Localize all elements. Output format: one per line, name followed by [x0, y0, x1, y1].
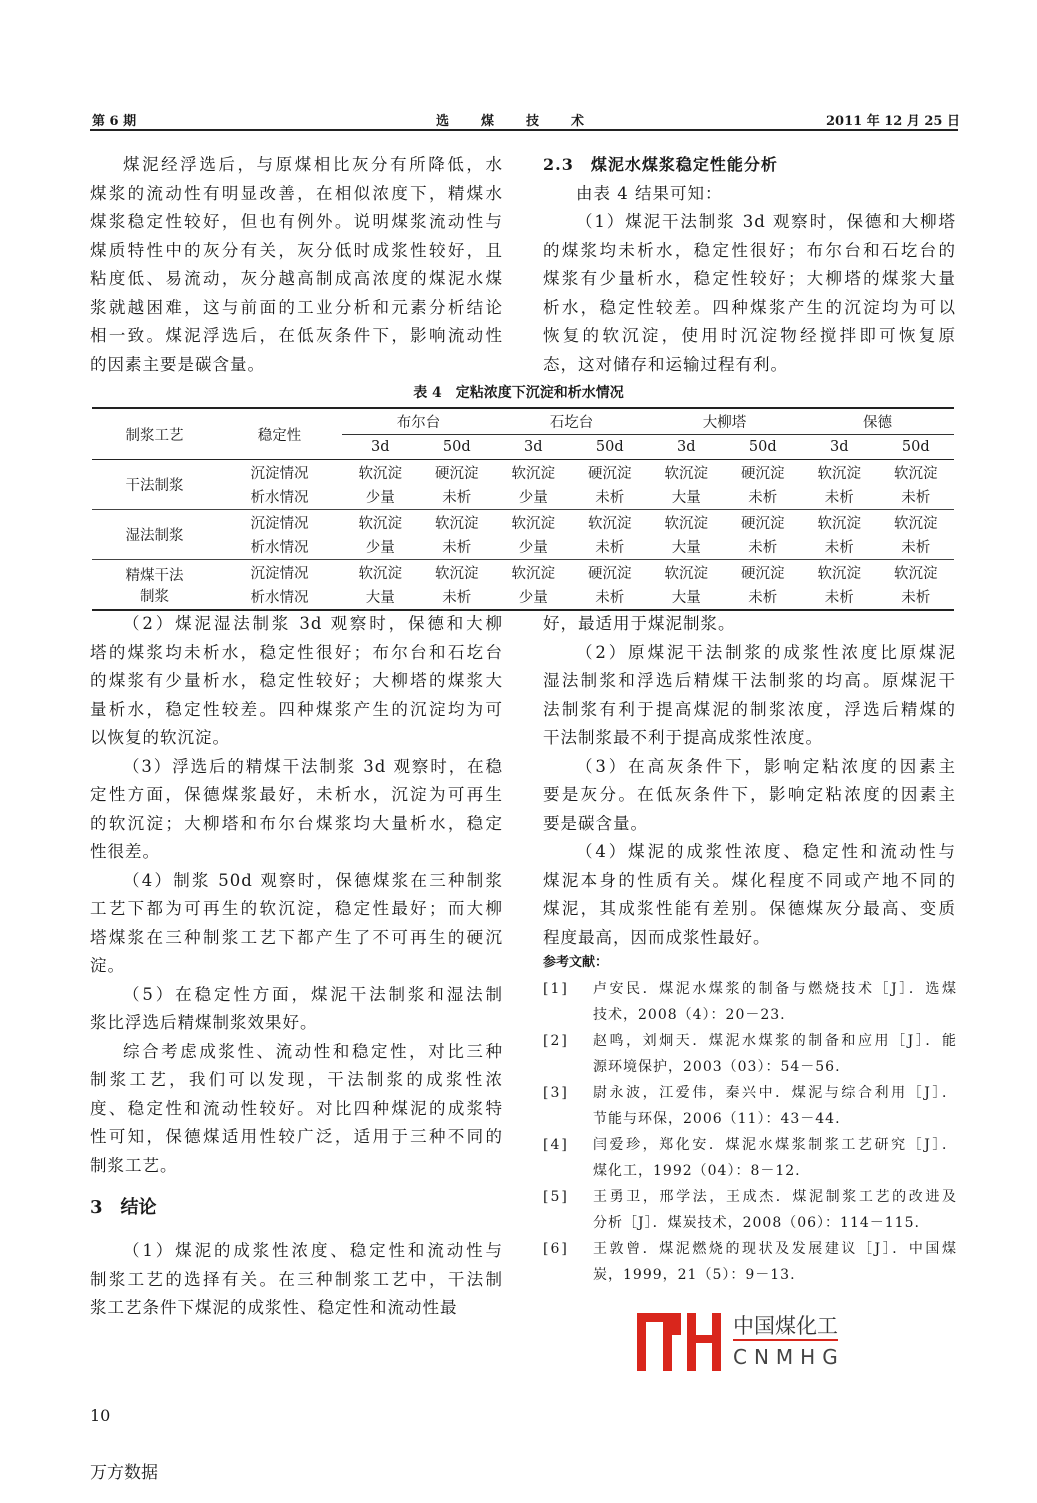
text-line: 的煤浆有少量析水，稳定性较好；大柳塔的煤浆大: [90, 671, 503, 690]
paragraph: [543, 753, 956, 839]
reference-number: [5]: [543, 1189, 569, 1205]
top-left-column: [90, 151, 503, 379]
table-cell: 少量: [518, 490, 548, 507]
table-cell: 未析: [901, 590, 931, 607]
text-line: 要是碳含量。: [543, 813, 648, 833]
header-period: 50d: [748, 438, 777, 455]
text-line: 由表 4 结果可知：: [576, 183, 723, 203]
reference-item: [543, 976, 957, 1028]
paragraph: [90, 610, 503, 753]
process-cell: 湿法制浆: [125, 528, 184, 544]
text-line: 量析水，稳定性较差。四种煤浆产生的沉淀均为可: [90, 699, 503, 719]
text-line: 态，这对储存和运输过程有利。: [543, 354, 788, 374]
table-cell: 大量: [365, 590, 395, 607]
header-group: 保德: [801, 409, 954, 434]
table-cell: 软沉淀: [358, 515, 402, 532]
reference-text: [593, 1028, 957, 1080]
reference-line: 王勇卫，邢学法，王成杰．煤泥制浆工艺的改进及: [593, 1189, 957, 1205]
logo-text-en: CNMHG: [733, 1345, 845, 1369]
text-line: 浆就越困难，这与前面的工业分析和元素分析结论: [90, 297, 503, 317]
text-line: 度、稳定性和流动性较好。对比四种煤泥的成浆特: [90, 1098, 503, 1118]
paragraph: [90, 1237, 503, 1323]
table-cell: 软沉淀: [664, 565, 708, 582]
text-line: 的煤浆均未析水，稳定性很好；布尔台和石圪台的: [543, 240, 956, 260]
stability-label: 沉淀情况: [250, 515, 309, 532]
text-line: 的因素主要是碳含量。: [90, 354, 265, 374]
table-cell: 未析: [748, 540, 778, 557]
text-line: 工艺下都为可再生的软沉淀，稳定性最好；而大柳: [90, 899, 503, 918]
stability-label: 析水情况: [250, 540, 309, 557]
table-cell: 未析: [901, 540, 931, 557]
logo-mark-icon: [637, 1313, 727, 1371]
table-cell: 未析: [824, 540, 854, 557]
reference-number: [2]: [543, 1033, 569, 1049]
paragraph: [543, 639, 956, 753]
header-group: 布尔台: [342, 409, 495, 434]
header-period: 3d: [676, 438, 696, 455]
journal-name: 选 煤 技 术: [436, 114, 587, 129]
reference-item: [543, 1236, 957, 1288]
table-cell: 少量: [365, 490, 395, 507]
text-line: 湿法制浆和浮选后精煤干法制浆的均高。原煤泥干: [543, 671, 956, 690]
table-cell: 软沉淀: [664, 515, 708, 532]
reference-text: [593, 976, 957, 1028]
issue-date: 2011 年 12 月 25 日: [826, 114, 960, 129]
stability-label: 析水情况: [250, 590, 309, 607]
table-cell: 软沉淀: [817, 465, 861, 482]
table-cell: 硬沉淀: [741, 565, 785, 582]
table-cell: 未析: [442, 490, 472, 507]
reference-line: 炭，1999，21（5）：9－13.: [593, 1267, 796, 1283]
text-line: 制浆工艺。: [90, 1155, 178, 1175]
reference-line: 技术，2008（4）：20－23.: [593, 1007, 786, 1023]
table-cell: 软沉淀: [435, 515, 479, 532]
reference-text: [593, 1184, 957, 1236]
reference-line: 源环境保护，2003（03）：54－56.: [593, 1059, 841, 1075]
paragraph: [90, 981, 503, 1038]
process-cell: 干法制浆: [125, 478, 184, 494]
text-line: 程度最高，因而成浆性最好。: [543, 927, 771, 947]
table-row: [92, 485, 954, 510]
text-line: 粘度低、易流动，灰分越高制成高浓度的煤泥水煤: [90, 269, 503, 288]
text-line: 法制浆有利于提高煤泥的制浆浓度，浮选后精煤的: [543, 699, 956, 719]
text-line: 以恢复的软沉淀。: [90, 728, 230, 747]
table-row: [92, 535, 954, 560]
paragraph: [543, 180, 956, 209]
table-row: [92, 560, 954, 585]
section-heading-conclusion: 3 结论: [90, 1197, 157, 1218]
table-cell: 未析: [824, 590, 854, 607]
table-caption: 表 4 定粘浓度下沉淀和析水情况: [413, 385, 624, 401]
text-line: 制浆工艺，我们可以发现，干法制浆的成浆性浓: [90, 1070, 503, 1089]
issue-number: 第 6 期: [92, 114, 137, 129]
text-line: 恢复的软沉淀，使用时沉淀物经搅拌即可恢复原: [543, 326, 956, 345]
table-cell: 未析: [748, 590, 778, 607]
text-line: 好，最适用于煤泥制浆。: [543, 614, 736, 633]
table-row: [92, 460, 954, 485]
table-cell: 未析: [442, 540, 472, 557]
paragraph: [90, 151, 503, 379]
bottom-left-column: [90, 610, 503, 1323]
table-row: [92, 510, 954, 535]
references-heading: 参考文献：: [543, 955, 609, 970]
table-cell: 未析: [901, 490, 931, 507]
logo-text-cn: 中国煤化工: [733, 1313, 838, 1341]
text-line: 相一致。煤泥浮选后，在低灰条件下，影响流动性: [90, 326, 503, 345]
reference-line: 煤化工，1992（04）：8－12.: [593, 1163, 801, 1179]
header-stability: 稳定性: [257, 427, 302, 444]
text-line: （1）煤泥的成浆性浓度、稳定性和流动性与: [123, 1241, 503, 1260]
reference-line: 王敦曾．煤泥燃烧的现状及发展建议［J］．中国煤: [593, 1241, 957, 1257]
table-cell: 硬沉淀: [588, 565, 632, 582]
text-line: 的软沉淀；大柳塔和布尔台煤浆均大量析水，稳定: [90, 813, 503, 833]
reference-item: [543, 1132, 957, 1184]
text-line: （3）在高灰条件下，影响定粘浓度的因素主: [576, 756, 956, 776]
table-cell: 软沉淀: [817, 515, 861, 532]
text-line: 干法制浆最不利于提高成浆性浓度。: [543, 728, 823, 747]
reference-line: 卢安民．煤泥水煤浆的制备与燃烧技术［J］．选煤: [593, 981, 957, 997]
text-line: 性很差。: [90, 842, 160, 861]
table-cell: 硬沉淀: [435, 465, 479, 482]
text-line: 浆比浮选后精煤制浆效果好。: [90, 1013, 318, 1032]
header-rule: [90, 129, 958, 131]
process-name-2: 制浆: [140, 588, 169, 605]
paragraph-continuation: [543, 610, 956, 639]
header-period: 50d: [595, 438, 624, 455]
table-cell: 大量: [671, 490, 701, 507]
table-cell: 软沉淀: [894, 465, 938, 482]
table-cell: 软沉淀: [435, 565, 479, 582]
text-line: （4）煤泥的成浆性浓度、稳定性和流动性与: [576, 842, 956, 861]
table-cell: 软沉淀: [511, 565, 555, 582]
table-cell: 软沉淀: [664, 465, 708, 482]
header-process: 制浆工艺: [125, 427, 184, 444]
section-heading-2-3: 2.3 煤泥水煤浆稳定性能分析: [543, 155, 778, 174]
header-group: 大柳塔: [648, 409, 801, 434]
table-cell: 软沉淀: [511, 515, 555, 532]
table-cell: 软沉淀: [358, 565, 402, 582]
table-cell: 大量: [671, 540, 701, 557]
reference-line: 分析［J］．煤炭技术，2008（06）：114－115.: [593, 1215, 920, 1231]
top-right-column: [543, 151, 956, 379]
text-line: 煤浆有少量析水，稳定性较好；大柳塔的煤浆大量: [543, 269, 956, 288]
table-cell: 硬沉淀: [588, 465, 632, 482]
header-group: 石圪台: [495, 409, 648, 434]
table-cell: 软沉淀: [817, 565, 861, 582]
table-cell: 未析: [442, 590, 472, 607]
paragraph: [90, 867, 503, 981]
text-line: 综合考虑成浆性、流动性和稳定性，对比三种: [123, 1041, 503, 1061]
page-number: 10: [90, 1406, 111, 1425]
text-line: （2）煤泥湿法制浆 3d 观察时，保德和大柳: [123, 614, 503, 633]
reference-number: [4]: [543, 1137, 569, 1153]
header-period: 3d: [829, 438, 849, 455]
stability-label: 沉淀情况: [250, 465, 309, 482]
text-line: 要是灰分。在低灰条件下，影响定粘浓度的因素主: [543, 785, 956, 804]
text-line: 浆工艺条件下煤泥的成浆性、稳定性和流动性最: [90, 1298, 458, 1317]
table-cell: 软沉淀: [894, 565, 938, 582]
text-line: （2）原煤泥干法制浆的成浆性浓度比原煤泥: [576, 642, 956, 662]
table-cell: 大量: [671, 590, 701, 607]
reference-number: [3]: [543, 1085, 569, 1101]
reference-text: [593, 1132, 957, 1184]
text-line: 煤质特性中的灰分有关，灰分低时成浆性较好，且: [90, 240, 503, 260]
table-cell: 少量: [518, 590, 548, 607]
paragraph: [543, 208, 956, 379]
reference-text: [593, 1236, 957, 1288]
table-cell: 软沉淀: [358, 465, 402, 482]
reference-number: [6]: [543, 1241, 569, 1257]
table-cell: 软沉淀: [511, 465, 555, 482]
paragraph: [90, 1038, 503, 1181]
text-line: 煤浆稳定性较好，但也有例外。说明煤浆流动性与: [90, 212, 503, 231]
data-table: [92, 409, 954, 611]
table-cell: 未析: [824, 490, 854, 507]
stability-label: 析水情况: [250, 490, 309, 507]
text-line: 塔的煤浆均未析水，稳定性很好；布尔台和石圪台: [90, 642, 503, 662]
reference-item: [543, 1028, 957, 1080]
table-cell: 未析: [595, 540, 625, 557]
text-line: 煤泥，其成浆性能有差别。保德煤灰分最高、变质: [543, 899, 956, 918]
text-line: （4）制浆 50d 观察时，保德煤浆在三种制浆: [123, 870, 503, 890]
reference-line: 闫爱珍，郑化安．煤泥水煤浆制浆工艺研究［J］．: [593, 1137, 957, 1153]
table-cell: 硬沉淀: [741, 515, 785, 532]
text-line: （5）在稳定性方面，煤泥干法制浆和湿法制: [123, 984, 503, 1004]
text-line: 煤浆的流动性有明显改善，在相似浓度下，精煤水: [90, 183, 503, 203]
reference-line: 尉永波，江爱伟，秦兴中．煤泥与综合利用［J］．: [593, 1085, 957, 1101]
text-line: 煤泥本身的性质有关。煤化程度不同或产地不同的: [543, 870, 956, 890]
stability-label: 沉淀情况: [250, 565, 309, 582]
text-line: （3）浮选后的精煤干法制浆 3d 观察时，在稳: [123, 756, 503, 776]
table-cell: 少量: [518, 540, 548, 557]
table-cell: 未析: [748, 490, 778, 507]
reference-number: [1]: [543, 981, 569, 997]
bottom-right-column: [543, 610, 956, 976]
reference-item: [543, 1080, 957, 1132]
reference-line: 节能与环保，2006（11）：43－44.: [593, 1111, 841, 1127]
references-list: [543, 976, 957, 1288]
watermark-wanfang: 万方数据: [90, 1463, 158, 1483]
table-cell: 少量: [365, 540, 395, 557]
text-line: （1）煤泥干法制浆 3d 观察时，保德和大柳塔: [576, 212, 956, 231]
header-period: 3d: [523, 438, 543, 455]
reference-item: [543, 1184, 957, 1236]
header-period: 50d: [442, 438, 471, 455]
reference-line: 赵鸣，刘炯天．煤泥水煤浆的制备和应用［J］．能: [593, 1033, 957, 1049]
paragraph: [90, 753, 503, 867]
text-line: 煤泥经浮选后，与原煤相比灰分有所降低，水: [123, 155, 503, 174]
table-cell: 软沉淀: [588, 515, 632, 532]
table-cell: 硬沉淀: [741, 465, 785, 482]
text-line: 性可知，保德煤适用性较广泛，适用于三种不同的: [90, 1127, 503, 1146]
table-cell: 未析: [595, 490, 625, 507]
text-line: 制浆工艺的选择有关。在三种制浆工艺中，干法制: [90, 1269, 503, 1289]
table-cell: 软沉淀: [894, 515, 938, 532]
header-period: 3d: [370, 438, 390, 455]
table-row: [92, 585, 954, 611]
paragraph: [543, 838, 956, 952]
text-line: 定性方面，保德煤浆最好，未析水，沉淀为可再生: [90, 785, 503, 804]
text-line: 析水，稳定性较差。四种煤浆产生的沉淀均为可以: [543, 297, 956, 317]
text-line: 淀。: [90, 956, 125, 975]
table-cell: 未析: [595, 590, 625, 607]
reference-text: [593, 1080, 957, 1132]
process-name: 精煤干法: [125, 567, 184, 584]
cnmhg-logo: [637, 1313, 847, 1373]
header-period: 50d: [901, 438, 930, 455]
text-line: 塔煤浆在三种制浆工艺下都产生了不可再生的硬沉: [90, 927, 503, 947]
process-cell: [92, 560, 217, 611]
